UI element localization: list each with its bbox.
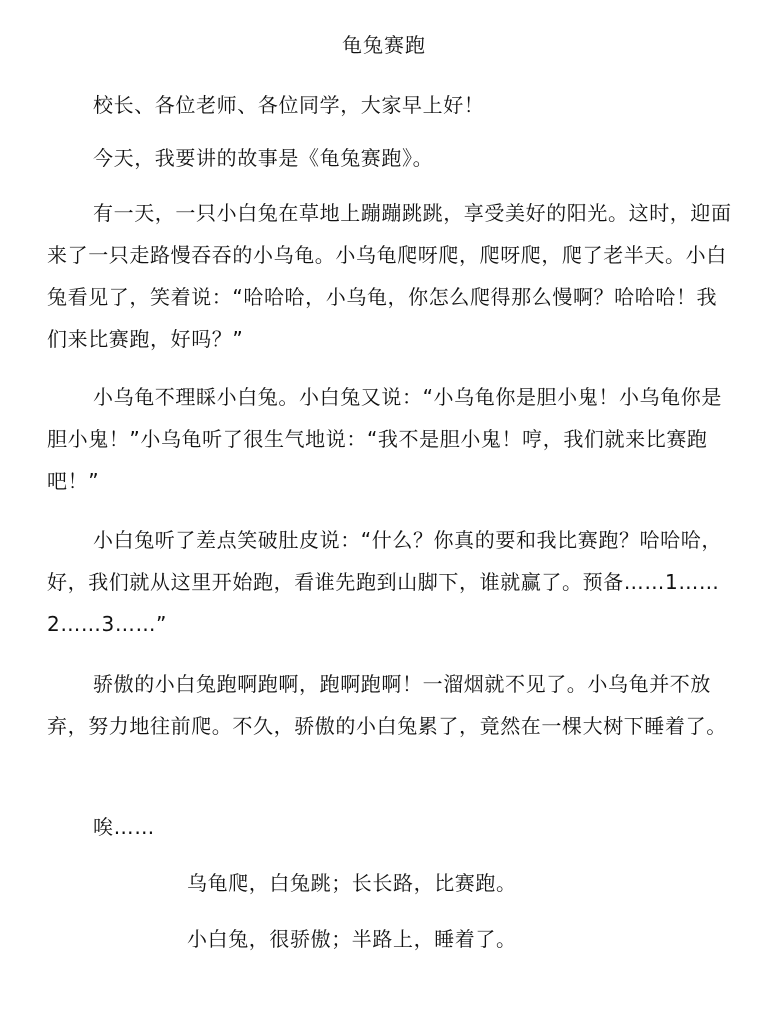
story-paragraph-3: 小白兔听了差点笑破肚皮说：“什么？你真的要和我比赛跑？哈哈哈，好，我们就从这里开始跑，看谁先跑到山脚下，谁就赢了。预备……1……2……3……” xyxy=(47,528,722,636)
story-paragraph-5: 唉…… xyxy=(93,815,155,839)
story-paragraph-4: 骄傲的小白兔跑啊跑啊，跑啊跑啊！一溜烟就不见了。小乌龟并不放弃，努力地往前爬。不久，骄傲的小白兔累了，竟然在一棵大树下睡着了。 xyxy=(47,672,727,738)
story-paragraph-2: 小乌龟不理睬小白兔。小白兔又说：“小乌龟你是胆小鬼！小乌龟你是胆小鬼！”小乌龟听了很生气地说：“我不是胆小鬼！哼，我们就来比赛跑吧！” xyxy=(47,385,722,493)
verse-line-2: 小白兔，很骄傲；半路上，睡着了。 xyxy=(187,927,517,951)
verse-line-1: 乌龟爬，白兔跳；长长路，比赛跑。 xyxy=(187,871,517,895)
story-paragraph-1: 有一天，一只小白兔在草地上蹦蹦跳跳，享受美好的阳光。这时，迎面来了一只走路慢吞吞的小乌龟。小乌龟爬呀爬，爬呀爬，爬了老半天。小白兔看见了，笑着说：“哈哈哈，小乌龟，你怎么爬得那么慢啊？哈哈哈！我们来比赛跑，好吗？” xyxy=(47,201,732,351)
intro-paragraph: 今天，我要讲的故事是《龟兔赛跑》。 xyxy=(93,146,434,170)
greeting-paragraph: 校长、各位老师、各位同学，大家早上好！ xyxy=(93,93,485,117)
document-title: 龟兔赛跑 xyxy=(342,33,426,57)
